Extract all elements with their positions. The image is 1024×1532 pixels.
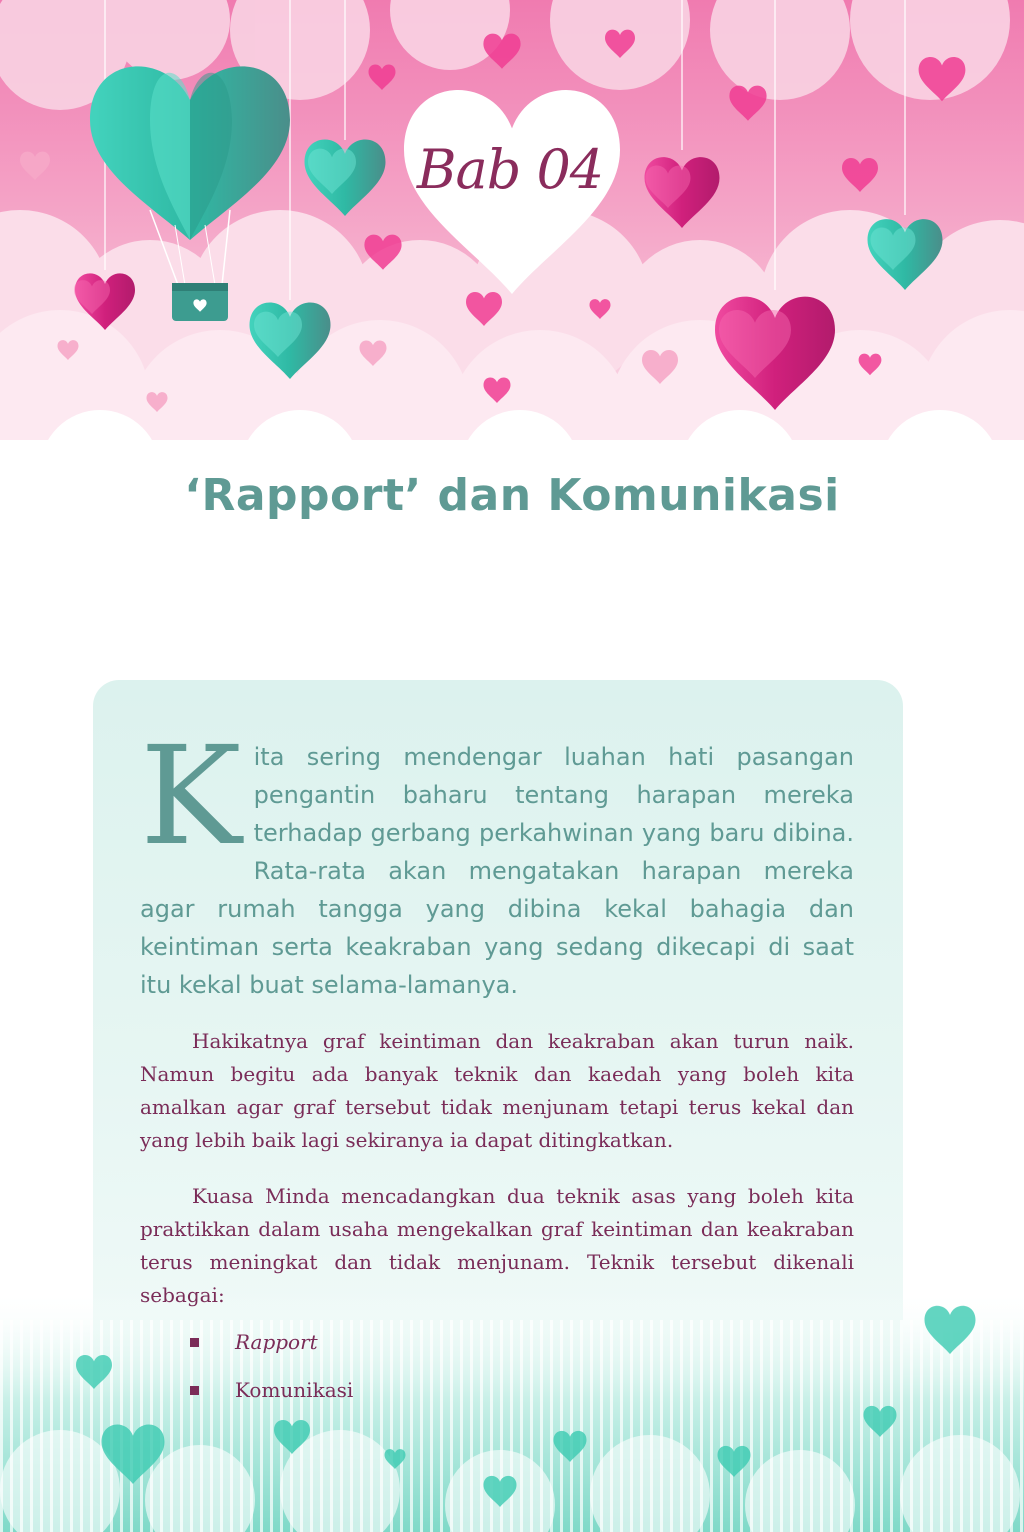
chapter-label: Bab 04 <box>416 138 604 201</box>
drop-cap: K <box>140 718 242 876</box>
intro-text: ita sering mendengar luahan hati pasangan pengantin baharu tentang harapan mereka terhadap gerbang perkahwinan yang baru dibina. Rata-rata akan mengatakan harapan mereka agar rumah tangga yang dibina kekal bahagia dan keintiman serta keakraban yang sedang dikecapi di saat itu kekal buat selama-lamanya. <box>140 743 854 999</box>
header-illustration <box>0 0 1024 520</box>
list-item-label: Rapport <box>235 1330 318 1354</box>
header-artwork <box>0 0 1024 520</box>
body-paragraph: Kuasa Minda mencadangkan dua teknik asas yang boleh kita praktikkan dalam usaha mengekalkan graf keintiman dan keakraban terus meningkat dan tidak menjunam. Teknik tersebut dikenali sebagai: <box>140 1184 854 1307</box>
list-item-label: Komunikasi <box>235 1378 354 1402</box>
intro-paragraph <box>140 718 854 1004</box>
bullet-square-icon <box>190 1338 199 1347</box>
footer-artwork <box>0 1290 1024 1532</box>
chapter-title: ‘Rapport’ dan Komunikasi <box>184 470 840 521</box>
bullet-square-icon <box>190 1386 199 1395</box>
body-paragraph: Hakikatnya graf keintiman dan keakraban akan turun naik. Namun begitu ada banyak teknik dan kaedah yang boleh kita amalkan agar graf tersebut tidak menjunam tetapi terus kekal dan yang lebih baik lagi sekiranya ia dapat ditingkatkan. <box>140 1029 854 1152</box>
footer-illustration <box>0 1290 1024 1532</box>
technique-list <box>190 1330 353 1426</box>
list-item <box>190 1378 353 1402</box>
list-item <box>190 1330 353 1354</box>
